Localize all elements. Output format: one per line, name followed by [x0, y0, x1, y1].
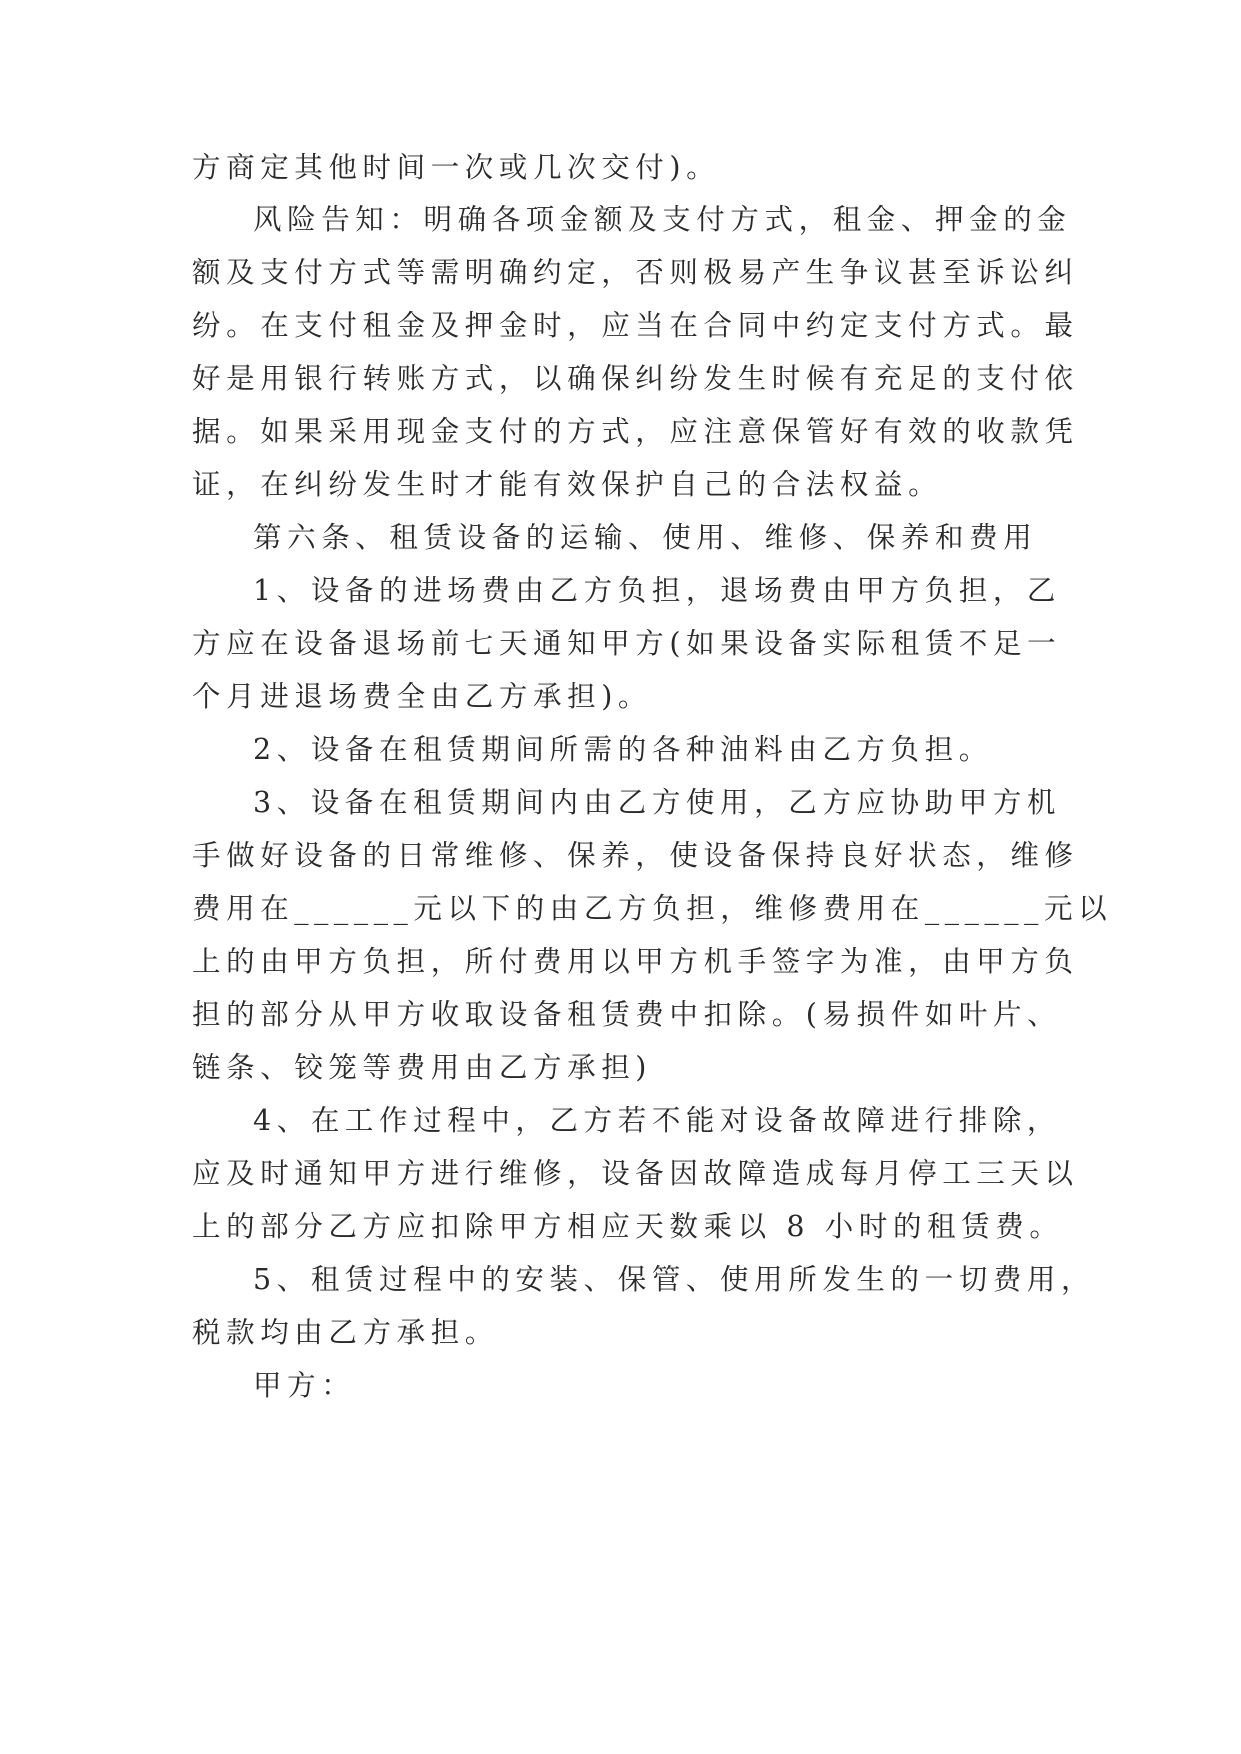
text-line: 5、租赁过程中的安装、保管、使用所发生的一切费用，: [253, 1263, 1096, 1296]
text-line: 风险告知：明确各项金额及支付方式，租金、押金的金: [253, 203, 1072, 236]
text-line: 据。如果采用现金支付的方式，应注意保管好有效的收款凭: [192, 415, 1079, 448]
party-a-label: 甲方：: [253, 1369, 356, 1402]
section-heading: 第六条、租赁设备的运输、使用、维修、保养和费用: [253, 521, 1038, 554]
text-line: 应及时通知甲方进行维修，设备因故障造成每月停工三天以: [192, 1157, 1079, 1190]
text-line: 纷。在支付租金及押金时，应当在合同中约定支付方式。最: [192, 309, 1079, 342]
text-line: 4、在工作过程中，乙方若不能对设备故障进行排除，: [253, 1104, 1062, 1137]
text-line: 费用在______元以下的由乙方负担，维修费用在______元以: [192, 892, 1113, 925]
text-line: 链条、铰笼等费用由乙方承担): [192, 1051, 653, 1084]
text-line: 担的部分从甲方收取设备租赁费中扣除。(易损件如叶片、: [192, 998, 1062, 1031]
text-line: 2、设备在租赁期间所需的各种油料由乙方负担。: [253, 733, 993, 766]
text-line: 个月进退场费全由乙方承担)。: [192, 680, 653, 713]
text-line: 方商定其他时间一次或几次交付)。: [192, 151, 721, 184]
text-line: 1、设备的进场费由乙方负担，退场费由甲方负担，乙: [253, 574, 1062, 607]
text-line: 证，在纠纷发生时才能有效保护自己的合法权益。: [192, 468, 943, 501]
text-line: 上的部分乙方应扣除甲方相应天数乘以 8 小时的租赁费。: [192, 1210, 1064, 1243]
text-line: 上的由甲方负担，所付费用以甲方机手签字为准，由甲方负: [192, 945, 1079, 978]
text-line: 手做好设备的日常维修、保养，使设备保持良好状态，维修: [192, 839, 1079, 872]
text-line: 好是用银行转账方式，以确保纠纷发生时候有充足的支付依: [192, 362, 1079, 395]
text-line: 额及支付方式等需明确约定，否则极易产生争议甚至诉讼纠: [192, 256, 1079, 289]
text-line: 方应在设备退场前七天通知甲方(如果设备实际租赁不足一: [192, 627, 1062, 660]
text-line: 3、设备在租赁期间内由乙方使用，乙方应协助甲方机: [253, 786, 1062, 819]
text-line: 税款均由乙方承担。: [192, 1316, 499, 1349]
